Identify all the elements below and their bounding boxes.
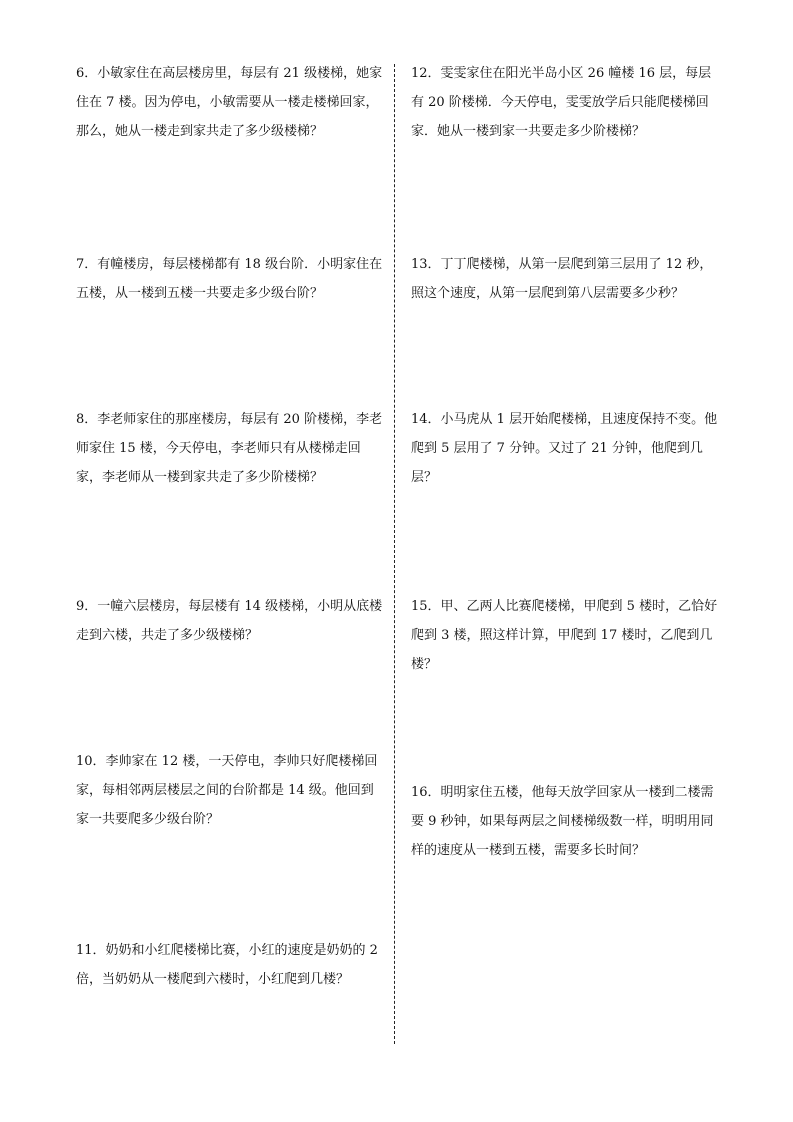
problem-6: 6．小敏家住在高层楼房里，每层有 21 级楼梯，她家住在 7 楼。因为停电，小敏需要从一楼走楼梯回家，那么，她从一楼走到家共走了多少级楼梯？ [76,66,383,139]
problem-13: 13．丁丁爬楼梯，从第一层爬到第三层用了 12 秒，照这个速度，从第一层爬到第八层需要多少秒？ [411,257,713,301]
problem-11: 11．奶奶和小红爬楼梯比赛，小红的速度是奶奶的 2 倍，当奶奶从一楼爬到六楼时，小红爬到几楼？ [76,943,378,987]
problem-8: 8．李老师家住的那座楼房，每层有 20 阶楼梯，李老师家住 15 楼，今天停电，李老师只有从楼梯走回家，李老师从一楼到家共走了多少阶楼梯？ [76,412,383,485]
problem-12: 12．雯雯家住在阳光半岛小区 26 幢楼 16 层，每层有 20 阶楼梯．今天停电，雯雯放学后只能爬楼梯回家．她从一楼到家一共要走多少阶楼梯？ [411,66,712,139]
dashed-column-divider [394,64,395,1044]
problem-15: 15．甲、乙两人比赛爬楼梯，甲爬到 5 楼时，乙恰好爬到 3 楼，照这样计算，甲爬到 17 楼时，乙爬到几楼？ [411,599,718,672]
problem-10: 10．李帅家在 12 楼，一天停电，李帅只好爬楼梯回家，每相邻两层楼层之间的台阶都是 14 级。他回到家一共要爬多少级台阶？ [76,754,378,827]
right-column [411,0,721,1122]
problem-14: 14．小马虎从 1 层开始爬楼梯，且速度保持不变。他爬到 5 层用了 7 分钟。又过了 21 分钟，他爬到几层？ [411,412,718,485]
left-column [76,0,386,1122]
problem-7: 7．有幢楼房，每层楼梯都有 18 级台阶．小明家住在五楼，从一楼到五楼一共要走多少级台阶？ [76,257,383,301]
problem-9: 9．一幢六层楼房，每层楼有 14 级楼梯，小明从底楼走到六楼，共走了多少级楼梯？ [76,599,383,643]
problem-16: 16．明明家住五楼，他每天放学回家从一楼到二楼需要 9 秒钟，如果每两层之间楼梯级数一样，明明用同样的速度从一楼到五楼，需要多长时间？ [411,785,714,858]
